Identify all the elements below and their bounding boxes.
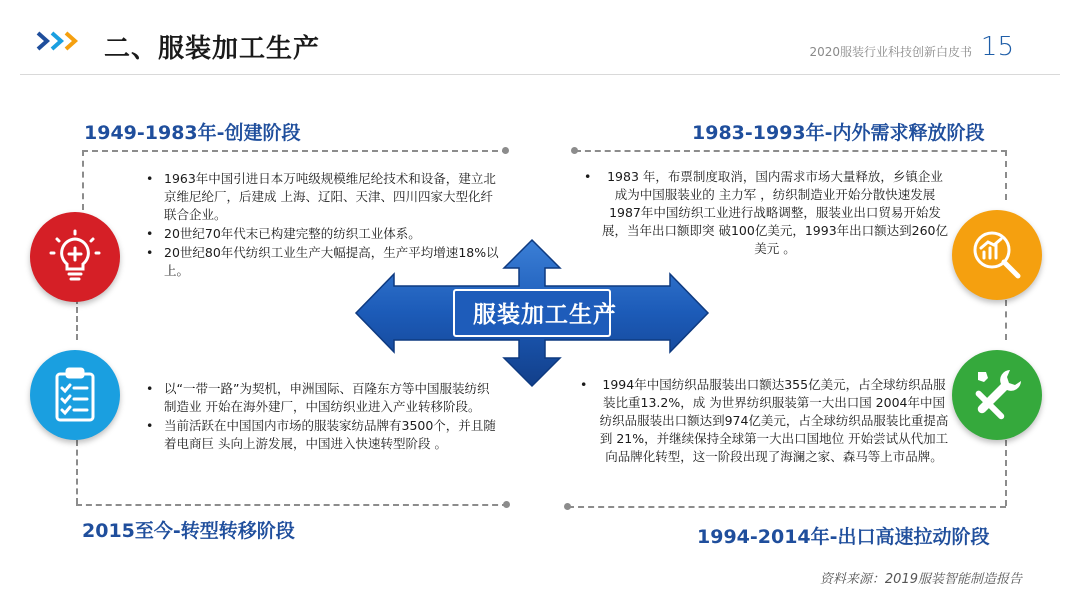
stage-icon-top-left	[30, 212, 120, 302]
text-bottom-right	[576, 376, 950, 467]
frame-top-left-v	[82, 150, 84, 210]
list-item: • 1963年中国引进日本万吨级规模维尼纶技术和设备，建立北京维尼纶厂，后建成 上海、辽阳、天津、四川四家大型化纤联合企业。	[142, 170, 500, 224]
stage-title-top-right: 1983-1993年-内外需求释放阶段	[692, 122, 985, 144]
document-name: 2020服装行业科技创新白皮书	[809, 45, 972, 59]
stage-icon-top-right	[952, 210, 1042, 300]
frame-bottom-right-h	[568, 506, 1006, 508]
clipboard-checklist-icon	[48, 366, 102, 424]
chevrons-icon	[36, 30, 88, 52]
list-item: • 20世纪70年代末已构建完整的纺织工业体系。	[142, 225, 500, 243]
frame-dot	[502, 147, 509, 154]
stage-title-bottom-right: 1994-2014年-出口高速拉动阶段	[697, 526, 990, 548]
stage-title-top-left: 1949-1983年-创建阶段	[84, 122, 301, 144]
source-note: 资料来源：2019服装智能制造报告	[819, 572, 1022, 587]
lightbulb-plus-icon	[47, 229, 103, 285]
list-item: • 1994年中国纺织品服装出口额达355亿美元，占全球纺织品服装比重13.2%，成 为世界纺织服装第一大出口国 2004年中国纺织品服装出口额达到974亿美元，占全球纺织品服装比重提高到 21%，并继续保持全球第一大出口国地位 开始尝试从代加工向品牌化转型，这一阶段出现了海澜之家、森马等上市品牌。	[576, 376, 950, 466]
frame-top-right-v	[1005, 150, 1007, 200]
frame-bottom-left-h	[76, 504, 508, 506]
frame-dot	[564, 503, 571, 510]
frame-left-low-v	[76, 440, 78, 504]
text-top-right	[580, 168, 948, 259]
slide-header	[0, 0, 1080, 80]
center-label: 服装加工生产	[473, 302, 617, 328]
frame-left-mid-v	[76, 298, 78, 340]
frame-right-mid-v	[1005, 300, 1007, 340]
frame-dot	[503, 501, 510, 508]
frame-right-low-v	[1005, 440, 1007, 506]
frame-dot	[571, 147, 578, 154]
list-item: • 1983 年，布票制度取消，国内需求市场大量释放，乡镇企业成为中国服装业的 主力军 ，纺织制造业开始分散快速发展 1987年中国纺织工业进行战略调整，服装业出口贸易开始发展，当年出口额即突 破100亿美元，1993年出口额达到260亿美元 。	[580, 168, 948, 258]
frame-top-right-h	[575, 150, 1007, 152]
stage-icon-bottom-left	[30, 350, 120, 440]
page-number: 15	[980, 32, 1014, 62]
page-title: 二、服装加工生产	[104, 34, 321, 64]
list-item: • 当前活跃在中国国内市场的服装家纺品牌有3500个，并且随着电商巨 头向上游发展，中国进入快速转型阶段 。	[142, 417, 500, 453]
text-top-left	[142, 170, 500, 281]
text-bottom-left	[142, 380, 500, 454]
frame-top-left-h	[82, 150, 508, 152]
list-item: • 20世纪80年代纺织工业生产大幅提高，生产平均增速18%以上。	[142, 244, 500, 280]
list-item: • 以“一带一路”为契机，申洲国际、百隆东方等中国服装纺织制造业 开始在海外建厂，中国纺织业进入产业转移阶段。	[142, 380, 500, 416]
header-divider	[20, 74, 1060, 75]
stage-icon-bottom-right	[952, 350, 1042, 440]
stage-title-bottom-left: 2015至今-转型转移阶段	[82, 520, 295, 542]
tools-icon	[968, 366, 1026, 424]
chart-magnifier-icon	[968, 226, 1026, 284]
